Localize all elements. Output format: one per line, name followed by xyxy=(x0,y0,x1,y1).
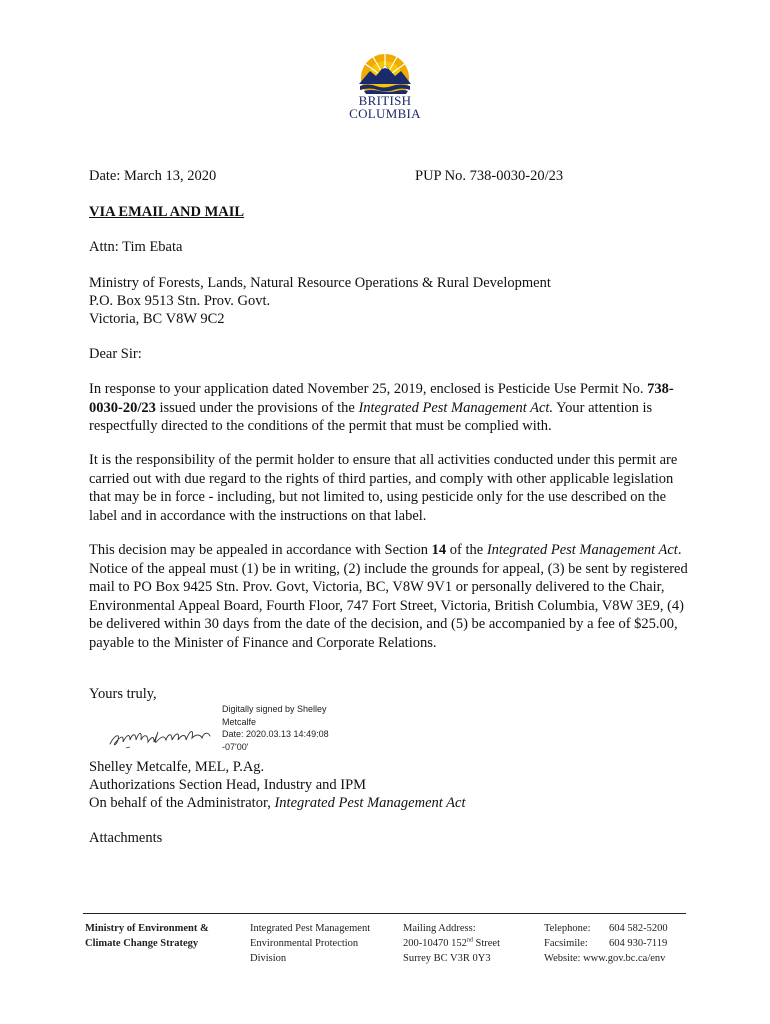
p1-text-b: issued under the provisions of the xyxy=(155,399,359,416)
p1-text-c: Your attention is respectfully directed to the conditions of the permit that must be complied with. xyxy=(89,399,653,435)
footer-mailing-line-2: Surrey BC V3R 0Y3 xyxy=(403,953,491,964)
paragraph-permit-issued xyxy=(89,380,689,436)
p1-act-name: Integrated Pest Management Act. xyxy=(358,399,554,416)
footer-fax-row xyxy=(544,936,668,951)
p3-text-b: of the xyxy=(446,542,487,558)
mailing-street-number: 200-10470 152 xyxy=(403,938,467,949)
footer-branch-line-2: Environmental Protection xyxy=(250,938,359,949)
footer-ministry-line-2: Climate Change Strategy xyxy=(85,938,199,949)
paragraph-responsibility: It is the responsibility of the permit holder to ensure that all activities conducted under this permit are carried out with due regard to the rights of third parties, and comply with other applicable legislation that may be in force - including, but not limited to, using pesticide only for the use described on the label and in accordance with the instructions on that label. xyxy=(89,452,678,524)
digital-signature-line-3: Date: 2020.03.13 14:49:08 xyxy=(222,729,329,739)
digital-signature-line-4: -07'00' xyxy=(222,741,249,752)
signer-title: Authorizations Section Head, Industry and IPM xyxy=(89,777,367,793)
digital-signature-line-1: Digitally signed by Shelley xyxy=(222,704,327,714)
footer-ministry-line-1: Ministry of Environment & xyxy=(85,923,209,934)
footer-website: Website: www.gov.bc.ca/env xyxy=(544,953,666,964)
p1-text-a: In response to your application dated November 25, 2019, enclosed is Pesticide Use Permit No. xyxy=(89,381,648,397)
address-line-3: Victoria, BC V8W 9C2 xyxy=(89,311,225,327)
footer-branch-line-1: Integrated Pest Management xyxy=(250,923,371,934)
telephone-value: 604 582-5200 xyxy=(609,923,668,934)
footer-branch xyxy=(250,921,370,966)
footer-branch-line-3: Division xyxy=(250,953,287,964)
permit-number: PUP No. 738-0030-20/23 xyxy=(415,168,564,184)
p3-act-name: Integrated Pest Management Act xyxy=(486,542,678,558)
telephone-label: Telephone: xyxy=(544,923,591,934)
footer-telephone-row xyxy=(544,921,668,936)
footer-mailing-line-1 xyxy=(403,936,500,951)
footer-mailing-label: Mailing Address: xyxy=(403,923,476,934)
attachments-label: Attachments xyxy=(89,830,163,846)
behalf-prefix: On behalf of the Administrator, xyxy=(89,795,275,811)
p3-text-a: This decision may be appealed in accordance with Section xyxy=(89,542,432,558)
footer-rule xyxy=(83,913,686,914)
address-line-1: Ministry of Forests, Lands, Natural Resource Operations & Rural Development xyxy=(89,275,551,291)
bc-government-logo xyxy=(340,44,430,120)
salutation: Dear Sir: xyxy=(89,346,142,362)
letter-date: Date: March 13, 2020 xyxy=(89,168,217,184)
behalf-act-name: Integrated Pest Management Act xyxy=(274,795,466,811)
delivery-method: VIA EMAIL AND MAIL xyxy=(89,204,245,220)
digital-signature-line-2: Metcalfe xyxy=(222,716,257,727)
fax-label: Facsimile: xyxy=(544,938,588,949)
footer-ministry xyxy=(85,921,209,951)
p3-section-number: 14 xyxy=(431,542,447,558)
digital-signature-block xyxy=(222,703,362,753)
fax-value: 604 930-7119 xyxy=(609,938,668,949)
mailing-street-word: Street xyxy=(472,938,500,949)
paragraph-appeal xyxy=(89,541,689,653)
p3-text-c: . Notice of the appeal must (1) be in writing, (2) include the grounds for appeal, (3) be sent by registered mail to PO Box 9425 Stn. Prov. Govt, Victoria, BC, V8W 9V1 or personally delivered to the Chair, Environmental Appeal Board, Fourth Floor, 747 Fort Street, Victoria, British Columbia, V8W 3E9, (4) be delivered within 30 days from the date of the decision, and (5) be accompanied by a fee of $25.00, payable to the Minister of Finance and Corporate Relations. xyxy=(89,542,688,651)
logo-wordmark-line1: BRITISH xyxy=(358,93,412,108)
logo-wordmark-line2: COLUMBIA xyxy=(349,106,421,121)
p1-permit-number: 738-0030-20/23 xyxy=(89,381,674,416)
address-line-2: P.O. Box 9513 Stn. Prov. Govt. xyxy=(89,293,271,309)
attention-line: Attn: Tim Ebata xyxy=(89,239,183,255)
footer-mailing-address xyxy=(403,921,500,966)
bc-sun-mountain-icon xyxy=(352,44,418,94)
signer-behalf xyxy=(89,794,465,812)
footer-contact xyxy=(544,921,668,966)
handwritten-signature xyxy=(106,722,216,752)
closing: Yours truly, xyxy=(89,686,157,702)
mailing-street-suffix: nd xyxy=(466,937,473,944)
signer-name: Shelley Metcalfe, MEL, P.Ag. xyxy=(89,759,265,775)
